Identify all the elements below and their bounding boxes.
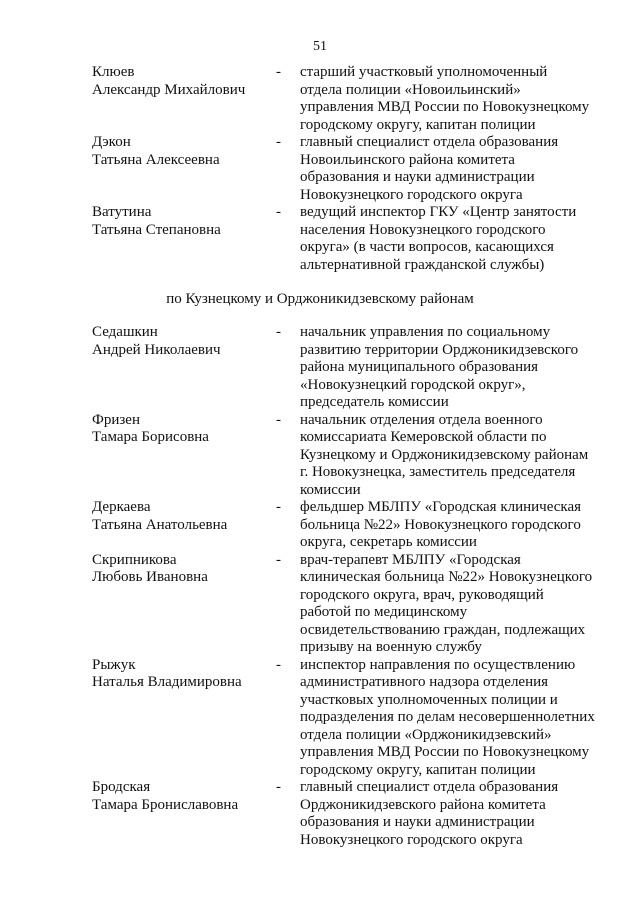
member-name — [92, 134, 276, 169]
position-line: комиссариата Кемеровской области по — [300, 429, 547, 445]
member-surname: Ватутина — [92, 204, 152, 220]
member-entry-brodskaya — [92, 779, 592, 849]
position-line: образования и науки администрации — [300, 169, 535, 185]
member-entry-skripnikova — [92, 552, 592, 657]
position-line: управления МВД России по Новокузнецкому — [300, 744, 590, 760]
position-line: городского округа, врач, руководящий — [300, 586, 544, 603]
member-position — [300, 779, 592, 849]
dash-separator: - — [276, 656, 281, 673]
position-line: больница №22» Новокузнецкого городского — [300, 516, 581, 533]
position-line: Новокузнецкого городского округа — [300, 186, 523, 203]
position-line: участковых уполномоченных полиции и — [300, 691, 558, 708]
member-surname: Фризен — [92, 411, 140, 428]
member-given-names: Тамара Брониславовна — [92, 796, 239, 813]
member-given-names: Татьяна Анатольевна — [92, 516, 228, 533]
position-line: Орджоникидзевского района комитета — [300, 796, 546, 813]
commission-list-novoilinsky — [92, 64, 592, 274]
position-line: Новокузнецкого городского округа — [300, 831, 523, 848]
member-name — [92, 552, 276, 587]
member-entry-sedashkin — [92, 324, 592, 412]
position-line: инспектор направления по осуществлению — [300, 656, 576, 673]
member-entry-dekon — [92, 134, 592, 204]
member-given-names: Александр Михайлович — [92, 81, 246, 98]
member-name — [92, 657, 276, 692]
member-surname: Бродская — [92, 779, 151, 795]
member-surname: Рыжук — [92, 656, 136, 673]
member-position — [300, 324, 592, 412]
member-given-names: Андрей Николаевич — [92, 341, 221, 358]
member-entry-ryzhuk — [92, 656, 595, 780]
member-given-names: Татьяна Степановна — [92, 221, 221, 238]
member-entry-frizen — [92, 412, 592, 500]
position-line: фельдшер МБЛПУ «Городская клиническая — [300, 499, 582, 515]
member-position — [300, 64, 592, 134]
position-line: призыву на военную службу — [300, 639, 482, 655]
position-line: Кузнецкому и Орджоникидзевскому районам — [300, 446, 589, 463]
position-line: г. Новокузнецка, заместитель председателя — [300, 464, 576, 480]
position-line: начальник отделения отдела военного — [300, 411, 543, 428]
member-name — [92, 204, 276, 239]
member-surname: Дэкон — [92, 134, 131, 150]
dash-separator: - — [276, 204, 281, 220]
member-given-names: Любовь Ивановна — [92, 569, 208, 585]
member-position — [300, 134, 592, 204]
position-line: образования и науки администрации — [300, 814, 535, 830]
position-line: освидетельствованию граждан, подлежащих — [300, 621, 586, 638]
member-position — [300, 499, 592, 552]
member-position — [300, 412, 592, 500]
page-number: 51 — [313, 39, 327, 54]
member-given-names: Тамара Борисовна — [92, 429, 209, 445]
dash-separator: - — [276, 499, 281, 515]
position-line: комиссии — [300, 481, 361, 498]
member-position — [300, 552, 592, 657]
position-line: ведущий инспектор ГКУ «Центр занятости — [300, 204, 577, 220]
position-line: отдела полиции «Новоильинский» — [300, 81, 521, 98]
member-name — [92, 324, 276, 359]
position-line: управления МВД России по Новокузнецкому — [300, 99, 590, 115]
position-line: главный специалист отдела образования — [300, 779, 559, 795]
position-line: городскому округу, капитан полиции — [300, 116, 536, 133]
member-surname: Седашкин — [92, 324, 158, 340]
position-line: клиническая больница №22» Новокузнецкого — [300, 569, 593, 585]
member-surname: Клюев — [92, 64, 135, 80]
member-name — [92, 412, 276, 447]
dash-separator: - — [276, 551, 281, 568]
position-line: врач-терапевт МБЛПУ «Городская — [300, 551, 521, 568]
position-line: председатель комиссии — [300, 394, 449, 410]
member-position — [300, 204, 592, 274]
member-given-names: Татьяна Алексеевна — [92, 151, 220, 168]
position-line: главный специалист отдела образования — [300, 134, 559, 150]
member-entry-kluev — [92, 64, 592, 134]
member-position — [300, 656, 595, 780]
member-surname: Скрипникова — [92, 551, 177, 568]
section-heading: по Кузнецкому и Орджоникидзевскому районам — [166, 291, 474, 307]
position-line: альтернативной гражданской службы) — [300, 256, 545, 273]
member-given-names: Наталья Владимировна — [92, 674, 242, 690]
dash-separator: - — [276, 64, 281, 80]
position-line: населения Новокузнецкого городского — [300, 221, 546, 238]
position-line: отдела полиции «Орджоникидзевский» — [300, 726, 552, 743]
dash-separator: - — [276, 779, 281, 795]
member-name — [92, 499, 276, 534]
position-line: округа» (в части вопросов, касающихся — [300, 239, 554, 255]
dash-separator: - — [276, 134, 281, 150]
member-entry-derkaeva — [92, 499, 592, 552]
commission-list-kuznetsky-ordzhonikidzevsky — [92, 324, 595, 849]
position-line: района муниципального образования — [300, 359, 539, 375]
position-line: начальник управления по социальному — [300, 324, 551, 340]
position-line: административного надзора отделения — [300, 674, 549, 690]
position-line: работой по медицинскому — [300, 604, 468, 620]
position-line: развитию территории Орджоникидзевского — [300, 341, 579, 358]
member-name — [92, 64, 276, 99]
position-line: Новоильинского района комитета — [300, 151, 515, 168]
position-line: подразделения по делам несовершеннолетних — [300, 709, 595, 725]
position-line: «Новокузнецкий городской округ», — [300, 376, 526, 393]
member-surname: Деркаева — [92, 499, 151, 515]
dash-separator: - — [276, 411, 281, 428]
member-name — [92, 779, 276, 814]
position-line: старший участковый уполномоченный — [300, 64, 548, 80]
member-entry-vatutina — [92, 204, 592, 274]
position-line: городскому округу, капитан полиции — [300, 761, 536, 778]
position-line: округа, секретарь комиссии — [300, 534, 477, 550]
dash-separator: - — [276, 324, 281, 340]
